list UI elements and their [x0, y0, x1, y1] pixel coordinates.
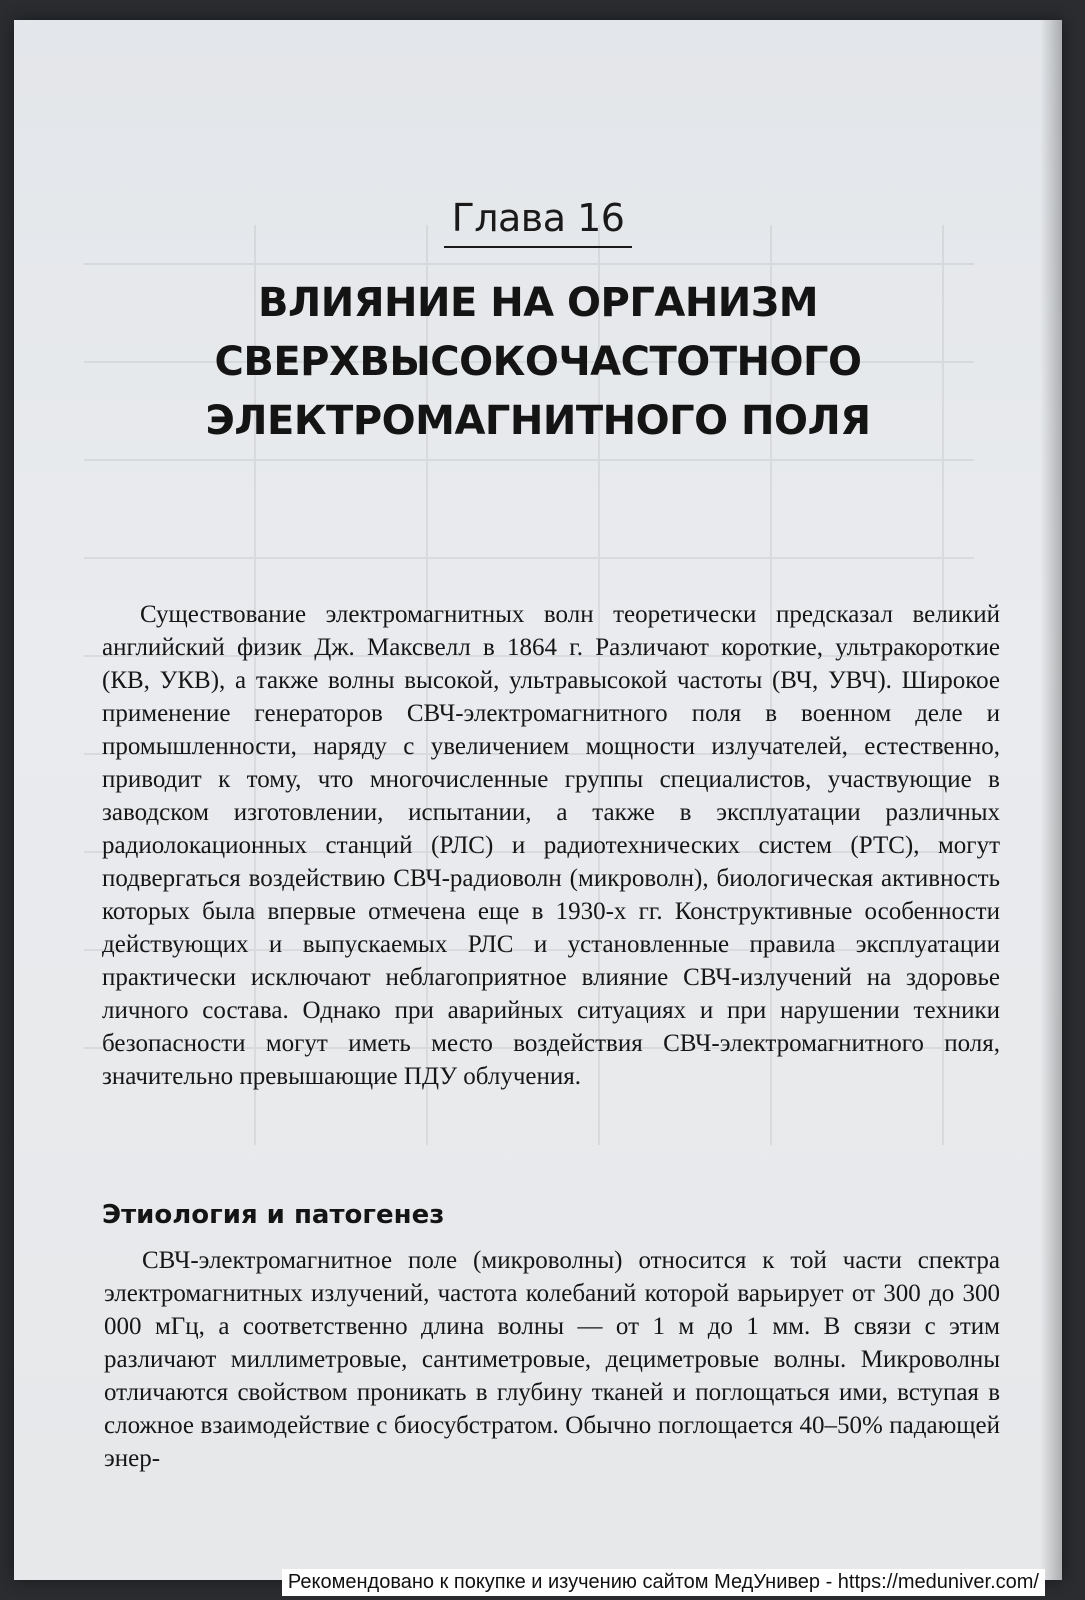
chapter-title-line: ВЛИЯНИЕ НА ОРГАНИЗМ	[258, 280, 818, 326]
chapter-number: Глава 16	[444, 196, 633, 248]
section-paragraph: СВЧ-электромагнитное поле (микроволны) относится к той части спектра электромагнитных излучений, частота колебаний которой варьирует от 300 до 300 000 мГц, а соответственно длина волны — от 1 м до 1 мм. В связи с этим различают миллиметровые, сантиметровые, дециметровые волны. Микроволны отличаются свойством проникать в глубину тканей и поглощаться ими, вступая в сложное взаимодействие с биосубстратом. Обычно поглощается 40–50% падающей энер-	[104, 1247, 1000, 1472]
chapter-title-line: СВЕРХВЫСОКОЧАСТОТНОГО	[214, 339, 862, 385]
intro-paragraph: Существование электромагнитных волн теоретически предсказал великий английский физик Дж. Максвелл в 1864 г. Различают короткие, ультракороткие (КВ, УКВ), а также волны высокой, ультравысокой частоты (ВЧ, УВЧ). Широкое применение генераторов СВЧ-электромагнитного поля в военном деле и промышленности, наряду с увеличением мощности излучателей, естественно, приводит к тому, что многочисленные группы специалистов, участвующие в заводском изготовлении, испытании, а также в эксплуатации различных радиолокационных станций (РЛС) и радиотехнических систем (РТС), могут подвергаться воздействию СВЧ-радиоволн (микроволн), биологическая активность которых была впервые отмечена еще в 1930-х гг. Конструктивные особенности действующих и выпускаемых РЛС и установленные правила эксплуатации практически исключают неблагоприятное влияние СВЧ-излучений на здоровье личного состава. Однако при аварийных ситуациях и при нарушении техники безопасности могут иметь место воздействия СВЧ-электромагнитного поля, значительно превышающие ПДУ облучения.	[102, 601, 1000, 1090]
chapter-title	[74, 274, 1002, 451]
book-page	[14, 20, 1062, 1580]
chapter-title-line: ЭЛЕКТРОМАГНИТНОГО ПОЛЯ	[205, 398, 871, 444]
section-heading: Этиология и патогенез	[102, 1200, 445, 1230]
chapter-label	[14, 196, 1062, 248]
page-spine-shadow	[1040, 20, 1062, 1580]
footer-watermark[interactable]: Рекомендовано к покупке и изучению сайтом МедУнивер - https://meduniver.com/	[282, 1569, 1045, 1596]
